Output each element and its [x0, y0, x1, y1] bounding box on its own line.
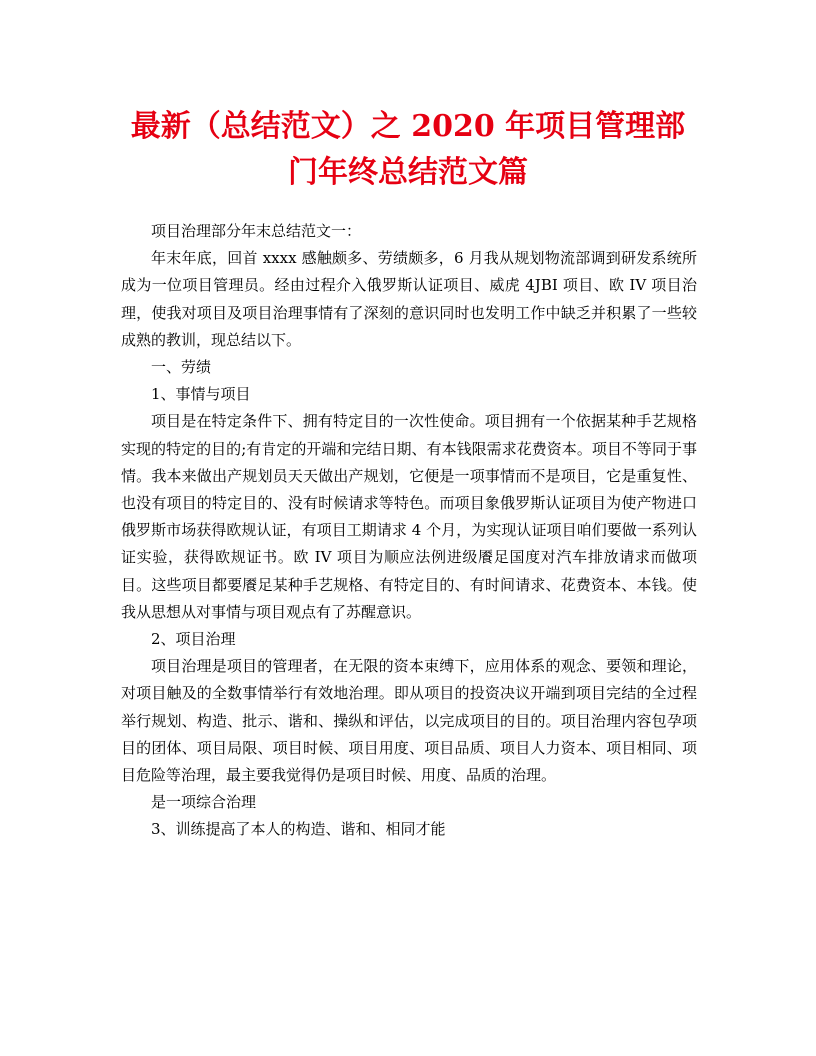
- paragraph-comprehensive-management: 是一项综合治理: [151, 793, 257, 812]
- subheading-skills-improvement: 3、训练提高了本人的构造、谐和、相同才能: [151, 820, 446, 839]
- title-line-2: 门年终总结范文篇: [288, 155, 528, 190]
- subheading-project-management: 2、项目治理: [151, 630, 236, 649]
- paragraph-project-management: 项目治理是项目的管理者，在无限的资本束缚下，应用体系的观念、要领和理论，对项目触及的全数事情举行有效地治理。即从项目的投资决议开端到项目完结的全过程举行规划、构造、批示、谐和、操纵和评估，以完成项目的目的。项目治理内容包孕项目的团体、项目局限、项目时候、项目用度、项目品质、项目人力资本、项目相同、项目危险等治理，最主要我觉得仍是项目时候、用度、品质的治理。: [121, 657, 697, 785]
- paragraph-intro-heading: 项目治理部分年末总结范文一：: [151, 222, 362, 240]
- paragraph-opening: 年末年底，回首 xxxx 感触颇多、劳绩颇多，6 月我从规划物流部调到研发系统所成为一位项目管理员。经由过程介入俄罗斯认证项目、威虎 4JBI 项目、欧 IV 项目治理，使我对项目及项目治理事情有了深刻的意识同时也发明工作中缺乏并积累了一些较成熟的教训，现总结以下。: [121, 249, 697, 349]
- document-title: [100, 104, 716, 196]
- section-heading-achievements: 一、劳绩: [151, 358, 212, 377]
- subheading-work-and-project: 1、事情与项目: [151, 385, 251, 404]
- title-line-1: 最新（总结范文）之 2020 年项目管理部: [130, 109, 686, 144]
- paragraph-work-and-project: 项目是在特定条件下、拥有特定目的一次性使命。项目拥有一个依据某种手艺规格实现的特定的目的;有肯定的开端和完结日期、有本钱限需求花费资本。项目不等同于事情。我本来做出产规划员天天做出产规划，它便是一项事情而不是项目，它是重复性、也没有项目的特定目的、没有时候请求等特色。而项目象俄罗斯认证项目为使产物进口俄罗斯市场获得欧规认证，有项目工期请求 4 个月，为实现认证项目咱们要做一系列认证实验，获得欧规证书。欧 IV 项目为顺应法例进级餍足国度对汽车排放请求而做项目。这些项目都要餍足某种手艺规格、有特定目的、有时间请求、花费资本、本钱。使我从思想从对事情与项目观点有了苏醒意识。: [121, 412, 697, 621]
- document-body: [121, 218, 697, 844]
